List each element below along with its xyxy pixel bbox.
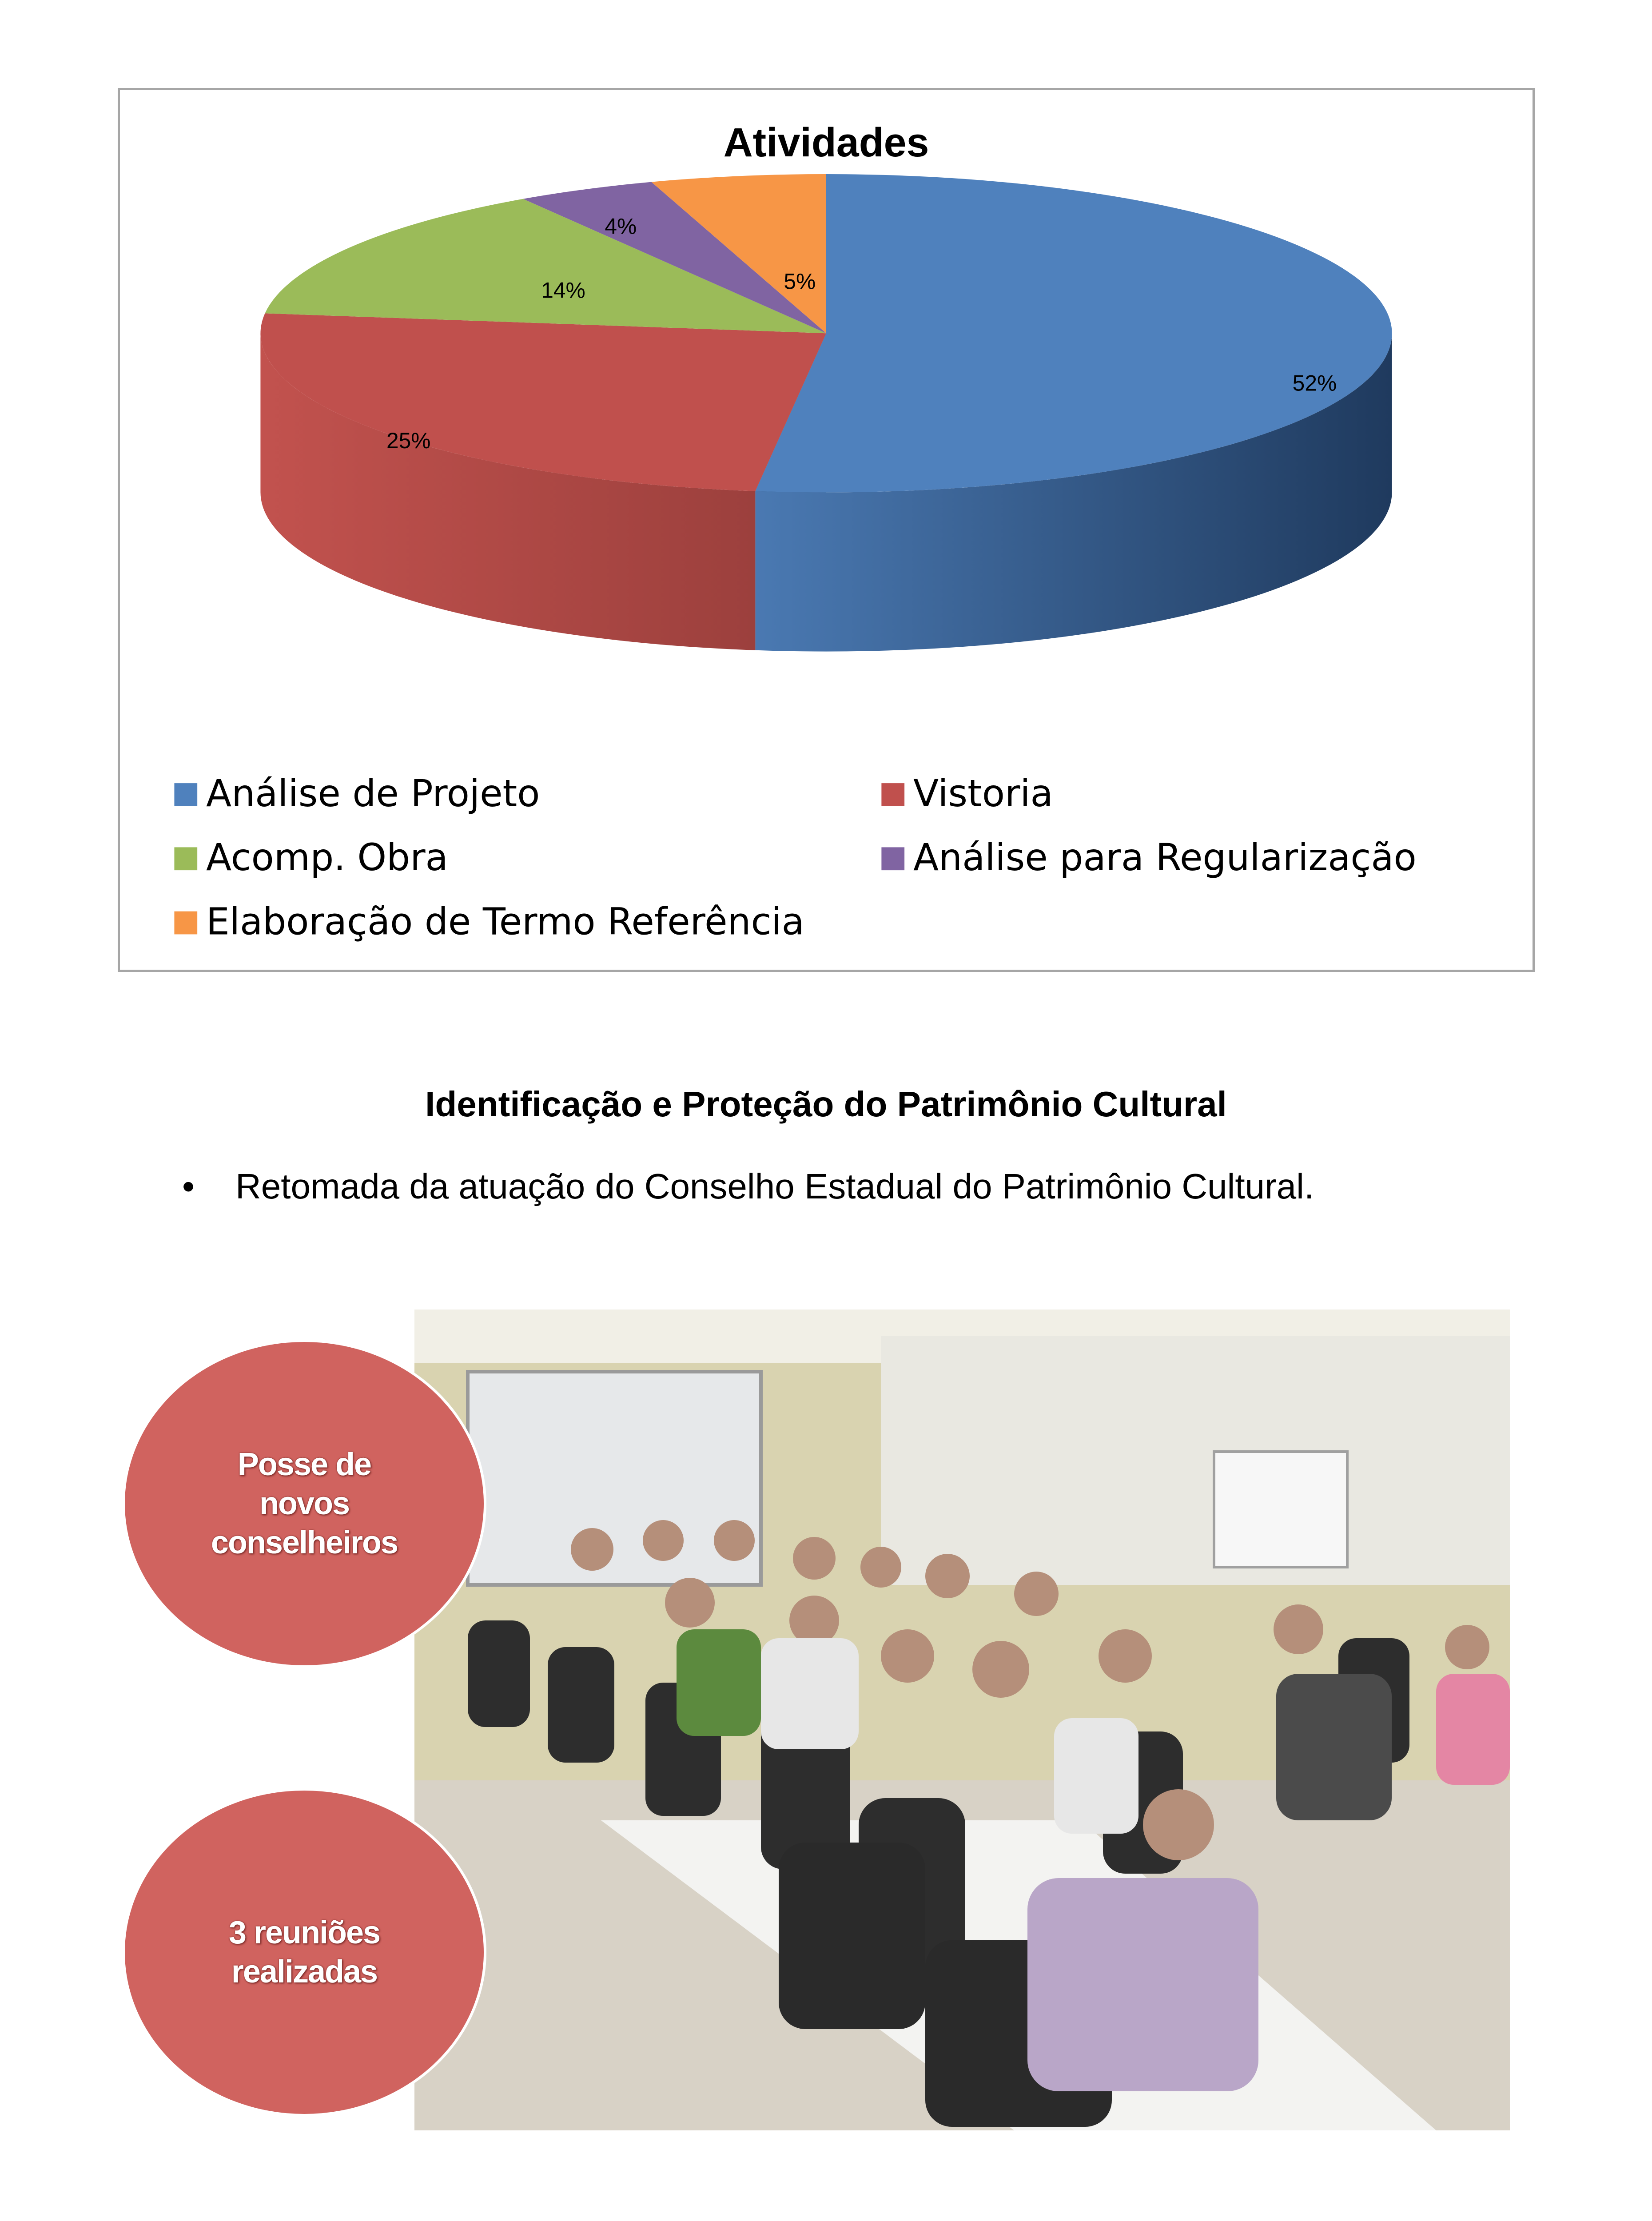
callout-text: 3 reuniões realizadas	[228, 1915, 380, 1990]
legend-swatch	[881, 783, 904, 806]
legend-item-analise-projeto	[174, 772, 540, 815]
meeting-photo	[414, 1310, 1510, 2130]
legend-swatch	[174, 783, 197, 806]
bullet-symbol: •	[182, 1166, 195, 1206]
bullet-item	[182, 1166, 1314, 1207]
activities-pie-chart	[120, 90, 1533, 970]
chart-title: Atividades	[723, 120, 929, 166]
legend-label: Acomp. Obra	[206, 836, 448, 880]
legend-label: Análise para Regularização	[913, 836, 1417, 880]
data-label-termo-referencia: 5%	[784, 269, 816, 294]
meeting-photo-illustration	[414, 1310, 1510, 2130]
legend-item-vistoria	[881, 772, 1053, 815]
activities-chart	[118, 88, 1535, 972]
legend-item-termo-referencia	[174, 900, 804, 943]
legend-swatch	[174, 911, 197, 935]
legend-label: Análise de Projeto	[206, 771, 540, 815]
legend-label: Vistoria	[913, 771, 1053, 815]
bullet-text: Retomada da atuação do Conselho Estadual do Patrimônio Cultural.	[235, 1166, 1314, 1206]
callout-meetings	[122, 1788, 486, 2117]
legend-swatch	[881, 847, 904, 870]
callout-text: Posse de novos conselheiros	[211, 1447, 398, 1560]
callout-new-councillors	[122, 1339, 486, 1668]
data-label-analise-projeto: 52%	[1292, 370, 1337, 396]
section-heading: Identificação e Proteção do Patrimônio Cultural	[425, 1084, 1227, 1124]
legend-swatch	[174, 847, 197, 870]
data-label-analise-regularizacao: 4%	[605, 214, 637, 239]
legend-item-acomp-obra	[174, 836, 448, 879]
legend-item-analise-regularizacao	[881, 836, 1416, 879]
legend-label: Elaboração de Termo Referência	[206, 900, 804, 943]
data-label-vistoria: 25%	[386, 428, 431, 453]
data-label-acomp-obra: 14%	[541, 278, 585, 303]
